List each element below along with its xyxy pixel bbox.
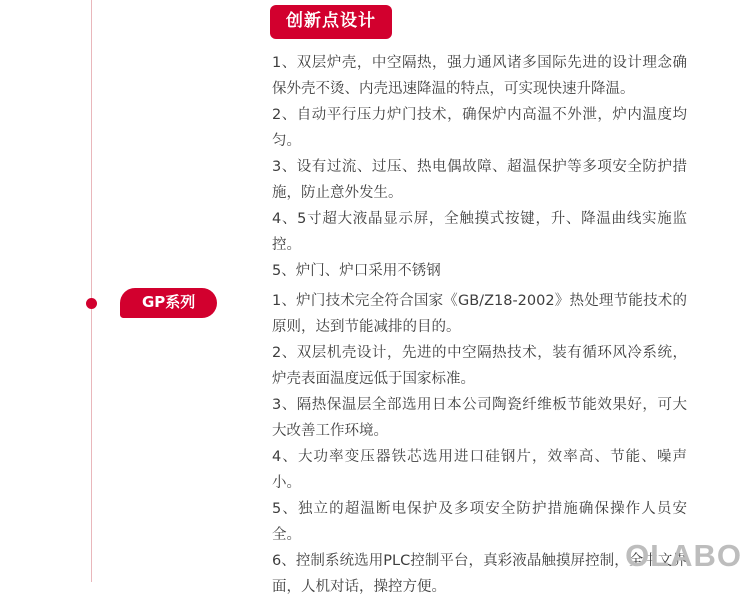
- list-item: 5、炉门、炉口采用不锈钢: [272, 263, 441, 279]
- list-item: 5、独立的超温断电保护及多项安全防护措施确保操作人员安全。: [272, 501, 687, 543]
- list-item: 4、5寸超大液晶显示屏，全触摸式按键，升、降温曲线实施监控。: [272, 211, 687, 253]
- list-item: 1、炉门技术完全符合国家《GB/Z18-2002》热处理节能技术的原则，达到节能减排的目的。: [272, 293, 687, 335]
- list-item: 4、大功率变压器铁芯选用进口硅钢片，效率高、节能、噪声小。: [272, 449, 687, 491]
- list-item: 3、设有过流、过压、热电偶故障、超温保护等多项安全防护措施，防止意外发生。: [272, 159, 687, 201]
- list-item: 6、控制系统选用PLC控制平台，真彩液晶触摸屏控制，全中文界面，人机对话，操控方便。: [272, 553, 687, 595]
- list-item: 1、双层炉壳，中空隔热，强力通风诸多国际先进的设计理念确保外壳不烫、内壳迅速降温的特点，可实现快速升降温。: [272, 55, 687, 97]
- list-item: 2、自动平行压力炉门技术，确保炉内高温不外泄，炉内温度均匀。: [272, 107, 687, 149]
- list-item: 2、双层机壳设计，先进的中空隔热技术，装有循环风冷系统，炉壳表面温度远低于国家标准。: [272, 345, 687, 387]
- list-item: 3、隔热保温层全部选用日本公司陶瓷纤维板节能效果好，可大大改善工作环境。: [272, 397, 687, 439]
- section-title-badge-gp-series: GP系列: [120, 288, 217, 318]
- brand-watermark: OLABO: [625, 538, 742, 573]
- innovation-points-list: [272, 50, 687, 284]
- section-title-badge-innovation: 创新点设计: [270, 5, 392, 39]
- timeline-rail: [91, 0, 92, 582]
- timeline-dot: [86, 298, 97, 309]
